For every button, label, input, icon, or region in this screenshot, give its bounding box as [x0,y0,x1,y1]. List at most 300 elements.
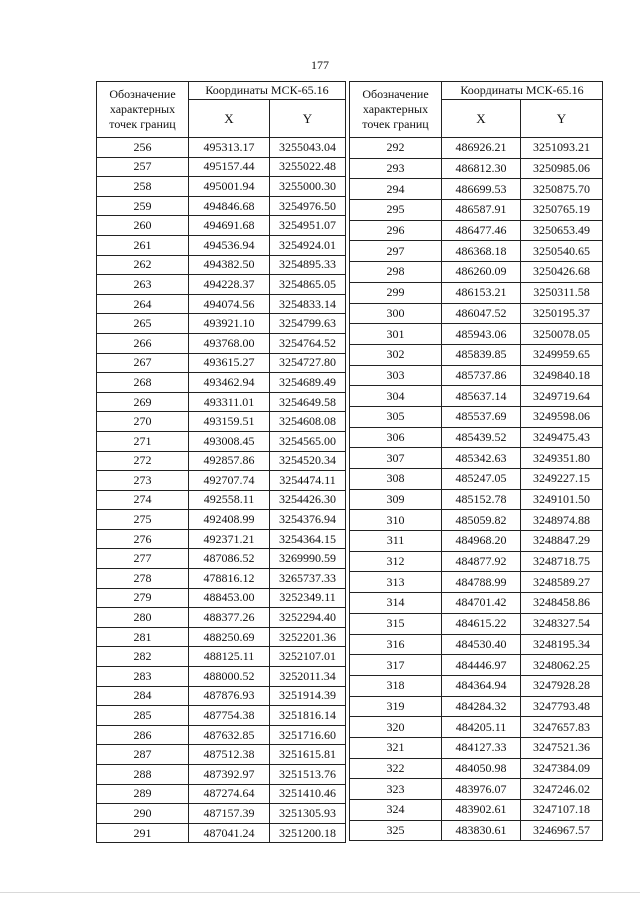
table-row [97,608,346,628]
point-id-cell: 280 [97,608,189,628]
y-coordinate-cell: 3251093.21 [521,138,603,159]
x-header: X [189,100,270,138]
point-id-cell: 283 [97,667,189,687]
x-coordinate-cell: 493768.00 [189,333,270,353]
page-number: 177 [311,58,329,72]
x-coordinate-cell: 485537.69 [442,406,521,427]
table-row [350,531,603,552]
y-coordinate-cell: 3249598.06 [521,406,603,427]
x-coordinate-cell: 484701.42 [442,593,521,614]
y-coordinate-cell: 3248062.25 [521,655,603,676]
y-coordinate-cell: 3246967.57 [521,820,603,841]
x-coordinate-cell: 486260.09 [442,262,521,283]
table-row [350,158,603,179]
designation-header-line-1: Обозначение [109,87,176,101]
table-row [97,235,346,255]
x-coordinate-cell: 485439.52 [442,427,521,448]
point-id-cell: 279 [97,588,189,608]
x-coordinate-cell: 487392.97 [189,765,270,785]
point-id-cell: 260 [97,216,189,236]
x-coordinate-cell: 486368.18 [442,241,521,262]
table-row [350,262,603,283]
designation-header-line-3: точек границ [362,117,429,131]
table-row [97,490,346,510]
point-id-cell: 292 [350,138,442,159]
point-id-cell: 256 [97,138,189,158]
table-row [350,758,603,779]
coordinates-header: Координаты МСК-65.16 [442,82,603,100]
table-row [97,216,346,236]
table-row [97,510,346,530]
x-coordinate-cell: 494382.50 [189,255,270,275]
point-id-cell: 305 [350,406,442,427]
table-row [350,489,603,510]
y-header: Y [270,100,346,138]
point-id-cell: 285 [97,706,189,726]
x-coordinate-cell: 485152.78 [442,489,521,510]
designation-header-line-3: точек границ [109,117,176,131]
table-row [350,613,603,634]
point-id-cell: 276 [97,529,189,549]
x-coordinate-cell: 485839.85 [442,344,521,365]
y-coordinate-cell: 3249227.15 [521,469,603,490]
y-coordinate-cell: 3251615.81 [270,745,346,765]
y-coordinate-cell: 3250875.70 [521,179,603,200]
y-coordinate-cell: 3248327.54 [521,613,603,634]
y-coordinate-cell: 3252107.01 [270,647,346,667]
table-row [350,800,603,821]
x-coordinate-cell: 493615.27 [189,353,270,373]
x-coordinate-cell: 492408.99 [189,510,270,530]
y-coordinate-cell: 3247657.83 [521,717,603,738]
point-id-cell: 296 [350,220,442,241]
point-id-cell: 284 [97,686,189,706]
y-coordinate-cell: 3255000.30 [270,177,346,197]
table-row [97,471,346,491]
x-coordinate-cell: 487086.52 [189,549,270,569]
point-id-cell: 274 [97,490,189,510]
designation-header-line-1: Обозначение [362,87,429,101]
y-coordinate-cell: 3254649.58 [270,392,346,412]
x-coordinate-cell: 484284.32 [442,696,521,717]
y-coordinate-cell: 3251200.18 [270,823,346,843]
y-coordinate-cell: 3251305.93 [270,804,346,824]
table-row [350,303,603,324]
designation-header-line-2: характерных [109,102,176,116]
y-coordinate-cell: 3252201.36 [270,627,346,647]
y-coordinate-cell: 3250985.06 [521,158,603,179]
designation-header [350,82,442,138]
x-coordinate-cell: 493921.10 [189,314,270,334]
point-id-cell: 307 [350,448,442,469]
x-coordinate-cell: 485342.63 [442,448,521,469]
table-row [350,675,603,696]
x-coordinate-cell: 495313.17 [189,138,270,158]
point-id-cell: 321 [350,737,442,758]
table-row [97,157,346,177]
y-coordinate-cell: 3249719.64 [521,386,603,407]
y-coordinate-cell: 3254426.30 [270,490,346,510]
x-coordinate-cell: 487754.38 [189,706,270,726]
y-coordinate-cell: 3249840.18 [521,365,603,386]
x-coordinate-cell: 493462.94 [189,373,270,393]
x-coordinate-cell: 483902.61 [442,800,521,821]
y-coordinate-cell: 3250195.37 [521,303,603,324]
y-coordinate-cell: 3269990.59 [270,549,346,569]
point-id-cell: 282 [97,647,189,667]
y-coordinate-cell: 3252011.34 [270,667,346,687]
x-coordinate-cell: 485637.14 [442,386,521,407]
y-coordinate-cell: 3251716.60 [270,725,346,745]
table-row [350,365,603,386]
table-row [97,529,346,549]
scan-edge-line [0,892,640,893]
y-coordinate-cell: 3255043.04 [270,138,346,158]
point-id-cell: 325 [350,820,442,841]
point-id-cell: 311 [350,531,442,552]
x-coordinate-cell: 484050.98 [442,758,521,779]
y-coordinate-cell: 3254865.05 [270,275,346,295]
y-coordinate-cell: 3252349.11 [270,588,346,608]
point-id-cell: 317 [350,655,442,676]
table-row [350,241,603,262]
y-coordinate-cell: 3250426.68 [521,262,603,283]
point-id-cell: 286 [97,725,189,745]
point-id-cell: 264 [97,294,189,314]
right-table-body [350,82,603,841]
table-row [350,737,603,758]
x-coordinate-cell: 485059.82 [442,510,521,531]
y-coordinate-cell: 3254689.49 [270,373,346,393]
point-id-cell: 257 [97,157,189,177]
x-coordinate-cell: 488453.00 [189,588,270,608]
x-coordinate-cell: 484615.22 [442,613,521,634]
table-row [97,392,346,412]
x-coordinate-cell: 485247.05 [442,469,521,490]
y-coordinate-cell: 3247246.02 [521,779,603,800]
point-id-cell: 289 [97,784,189,804]
y-coordinate-cell: 3251513.76 [270,765,346,785]
point-id-cell: 269 [97,392,189,412]
table-row [350,696,603,717]
y-coordinate-cell: 3248847.29 [521,531,603,552]
table-row [97,549,346,569]
table-row [350,179,603,200]
point-id-cell: 267 [97,353,189,373]
y-coordinate-cell: 3254565.00 [270,431,346,451]
y-coordinate-cell: 3250540.65 [521,241,603,262]
point-id-cell: 323 [350,779,442,800]
y-coordinate-cell: 3247384.09 [521,758,603,779]
x-coordinate-cell: 484530.40 [442,634,521,655]
point-id-cell: 271 [97,431,189,451]
table-row [350,344,603,365]
table-row [97,667,346,687]
x-coordinate-cell: 485943.06 [442,324,521,345]
table-row [97,823,346,843]
y-coordinate-cell: 3254764.52 [270,333,346,353]
point-id-cell: 309 [350,489,442,510]
y-coordinate-cell: 3250078.05 [521,324,603,345]
designation-header [97,82,189,138]
point-id-cell: 291 [97,823,189,843]
point-id-cell: 259 [97,196,189,216]
x-coordinate-cell: 488000.52 [189,667,270,687]
point-id-cell: 306 [350,427,442,448]
y-coordinate-cell: 3247793.48 [521,696,603,717]
point-id-cell: 293 [350,158,442,179]
point-id-cell: 310 [350,510,442,531]
point-id-cell: 275 [97,510,189,530]
table-row [350,634,603,655]
table-row [97,784,346,804]
x-coordinate-cell: 486812.30 [442,158,521,179]
x-coordinate-cell: 486153.21 [442,282,521,303]
table-row [97,569,346,589]
y-coordinate-cell: 3248458.86 [521,593,603,614]
y-coordinate-cell: 3251914.39 [270,686,346,706]
left-table-body [97,82,346,843]
table-row [97,177,346,197]
y-coordinate-cell: 3248974.88 [521,510,603,531]
y-coordinate-cell: 3254376.94 [270,510,346,530]
x-coordinate-cell: 492558.11 [189,490,270,510]
table-row [350,779,603,800]
x-coordinate-cell: 487876.93 [189,686,270,706]
x-coordinate-cell: 495157.44 [189,157,270,177]
point-id-cell: 302 [350,344,442,365]
y-coordinate-cell: 3254608.08 [270,412,346,432]
table-row [350,200,603,221]
x-coordinate-cell: 483976.07 [442,779,521,800]
point-id-cell: 270 [97,412,189,432]
table-row [97,196,346,216]
y-coordinate-cell: 3254364.15 [270,529,346,549]
point-id-cell: 281 [97,627,189,647]
table-row [350,406,603,427]
point-id-cell: 277 [97,549,189,569]
y-coordinate-cell: 3249475.43 [521,427,603,448]
y-coordinate-cell: 3248718.75 [521,551,603,572]
table-row [350,820,603,841]
y-coordinate-cell: 3247107.18 [521,800,603,821]
y-coordinate-cell: 3254474.11 [270,471,346,491]
x-coordinate-cell: 487632.85 [189,725,270,745]
table-row [350,138,603,159]
y-coordinate-cell: 3265737.33 [270,569,346,589]
table-row [350,510,603,531]
y-coordinate-cell: 3254727.80 [270,353,346,373]
x-coordinate-cell: 484788.99 [442,572,521,593]
y-coordinate-cell: 3254520.34 [270,451,346,471]
x-coordinate-cell: 488377.26 [189,608,270,628]
y-coordinate-cell: 3251410.46 [270,784,346,804]
table-row [350,717,603,738]
y-coordinate-cell: 3249351.80 [521,448,603,469]
x-coordinate-cell: 486926.21 [442,138,521,159]
y-coordinate-cell: 3255022.48 [270,157,346,177]
table-row [97,706,346,726]
y-coordinate-cell: 3254895.33 [270,255,346,275]
x-coordinate-cell: 492371.21 [189,529,270,549]
table-row [350,220,603,241]
x-coordinate-cell: 484446.97 [442,655,521,676]
x-coordinate-cell: 493159.51 [189,412,270,432]
designation-header-line-2: характерных [362,102,429,116]
coordinates-table-left [96,81,346,843]
table-row [350,655,603,676]
y-coordinate-cell: 3254976.50 [270,196,346,216]
x-coordinate-cell: 486477.46 [442,220,521,241]
x-coordinate-cell: 484127.33 [442,737,521,758]
point-id-cell: 324 [350,800,442,821]
table-row [97,275,346,295]
y-coordinate-cell: 3248195.34 [521,634,603,655]
table-row [97,686,346,706]
point-id-cell: 266 [97,333,189,353]
x-coordinate-cell: 484877.92 [442,551,521,572]
y-coordinate-cell: 3254924.01 [270,235,346,255]
x-coordinate-cell: 478816.12 [189,569,270,589]
table-row [350,427,603,448]
x-coordinate-cell: 494691.68 [189,216,270,236]
point-id-cell: 298 [350,262,442,283]
point-id-cell: 258 [97,177,189,197]
table-row [350,282,603,303]
x-coordinate-cell: 493311.01 [189,392,270,412]
table-row [350,448,603,469]
table-row [97,588,346,608]
point-id-cell: 288 [97,765,189,785]
point-id-cell: 273 [97,471,189,491]
point-id-cell: 304 [350,386,442,407]
y-coordinate-cell: 3252294.40 [270,608,346,628]
y-coordinate-cell: 3247521.36 [521,737,603,758]
x-coordinate-cell: 492707.74 [189,471,270,491]
point-id-cell: 303 [350,365,442,386]
point-id-cell: 297 [350,241,442,262]
table-row [97,412,346,432]
table-row [97,745,346,765]
x-coordinate-cell: 484364.94 [442,675,521,696]
table-row [97,294,346,314]
point-id-cell: 295 [350,200,442,221]
point-id-cell: 301 [350,324,442,345]
x-header: X [442,100,521,138]
x-coordinate-cell: 488125.11 [189,647,270,667]
point-id-cell: 294 [350,179,442,200]
x-coordinate-cell: 487041.24 [189,823,270,843]
point-id-cell: 268 [97,373,189,393]
x-coordinate-cell: 484968.20 [442,531,521,552]
table-row [350,593,603,614]
x-coordinate-cell: 486587.91 [442,200,521,221]
point-id-cell: 278 [97,569,189,589]
x-coordinate-cell: 483830.61 [442,820,521,841]
x-coordinate-cell: 487157.39 [189,804,270,824]
x-coordinate-cell: 487512.38 [189,745,270,765]
y-coordinate-cell: 3254833.14 [270,294,346,314]
coordinates-table-right [349,81,603,841]
table-row [97,647,346,667]
table-row [350,551,603,572]
x-coordinate-cell: 486699.53 [442,179,521,200]
table-row [97,373,346,393]
table-row [97,451,346,471]
y-coordinate-cell: 3254799.63 [270,314,346,334]
x-coordinate-cell: 494846.68 [189,196,270,216]
table-row [97,627,346,647]
y-coordinate-cell: 3250311.58 [521,282,603,303]
y-header: Y [521,100,603,138]
point-id-cell: 262 [97,255,189,275]
x-coordinate-cell: 492857.86 [189,451,270,471]
x-coordinate-cell: 495001.94 [189,177,270,197]
table-row [350,386,603,407]
point-id-cell: 261 [97,235,189,255]
point-id-cell: 265 [97,314,189,334]
table-row [97,138,346,158]
y-coordinate-cell: 3251816.14 [270,706,346,726]
table-row [97,333,346,353]
y-coordinate-cell: 3248589.27 [521,572,603,593]
point-id-cell: 315 [350,613,442,634]
x-coordinate-cell: 494536.94 [189,235,270,255]
point-id-cell: 316 [350,634,442,655]
point-id-cell: 319 [350,696,442,717]
x-coordinate-cell: 493008.45 [189,431,270,451]
coordinates-header: Координаты МСК-65.16 [189,82,346,100]
table-row [97,314,346,334]
point-id-cell: 320 [350,717,442,738]
point-id-cell: 290 [97,804,189,824]
point-id-cell: 312 [350,551,442,572]
x-coordinate-cell: 486047.52 [442,303,521,324]
x-coordinate-cell: 487274.64 [189,784,270,804]
y-coordinate-cell: 3250765.19 [521,200,603,221]
table-row [97,255,346,275]
table-row [97,353,346,373]
table-row [350,324,603,345]
point-id-cell: 314 [350,593,442,614]
y-coordinate-cell: 3250653.49 [521,220,603,241]
point-id-cell: 308 [350,469,442,490]
x-coordinate-cell: 494074.56 [189,294,270,314]
x-coordinate-cell: 494228.37 [189,275,270,295]
y-coordinate-cell: 3249101.50 [521,489,603,510]
table-row [97,765,346,785]
table-row [350,572,603,593]
point-id-cell: 322 [350,758,442,779]
table-row [97,725,346,745]
x-coordinate-cell: 488250.69 [189,627,270,647]
point-id-cell: 300 [350,303,442,324]
x-coordinate-cell: 484205.11 [442,717,521,738]
y-coordinate-cell: 3249959.65 [521,344,603,365]
point-id-cell: 263 [97,275,189,295]
table-row [97,431,346,451]
table-row [97,804,346,824]
point-id-cell: 313 [350,572,442,593]
point-id-cell: 272 [97,451,189,471]
point-id-cell: 318 [350,675,442,696]
point-id-cell: 287 [97,745,189,765]
x-coordinate-cell: 485737.86 [442,365,521,386]
point-id-cell: 299 [350,282,442,303]
y-coordinate-cell: 3254951.07 [270,216,346,236]
y-coordinate-cell: 3247928.28 [521,675,603,696]
table-row [350,469,603,490]
